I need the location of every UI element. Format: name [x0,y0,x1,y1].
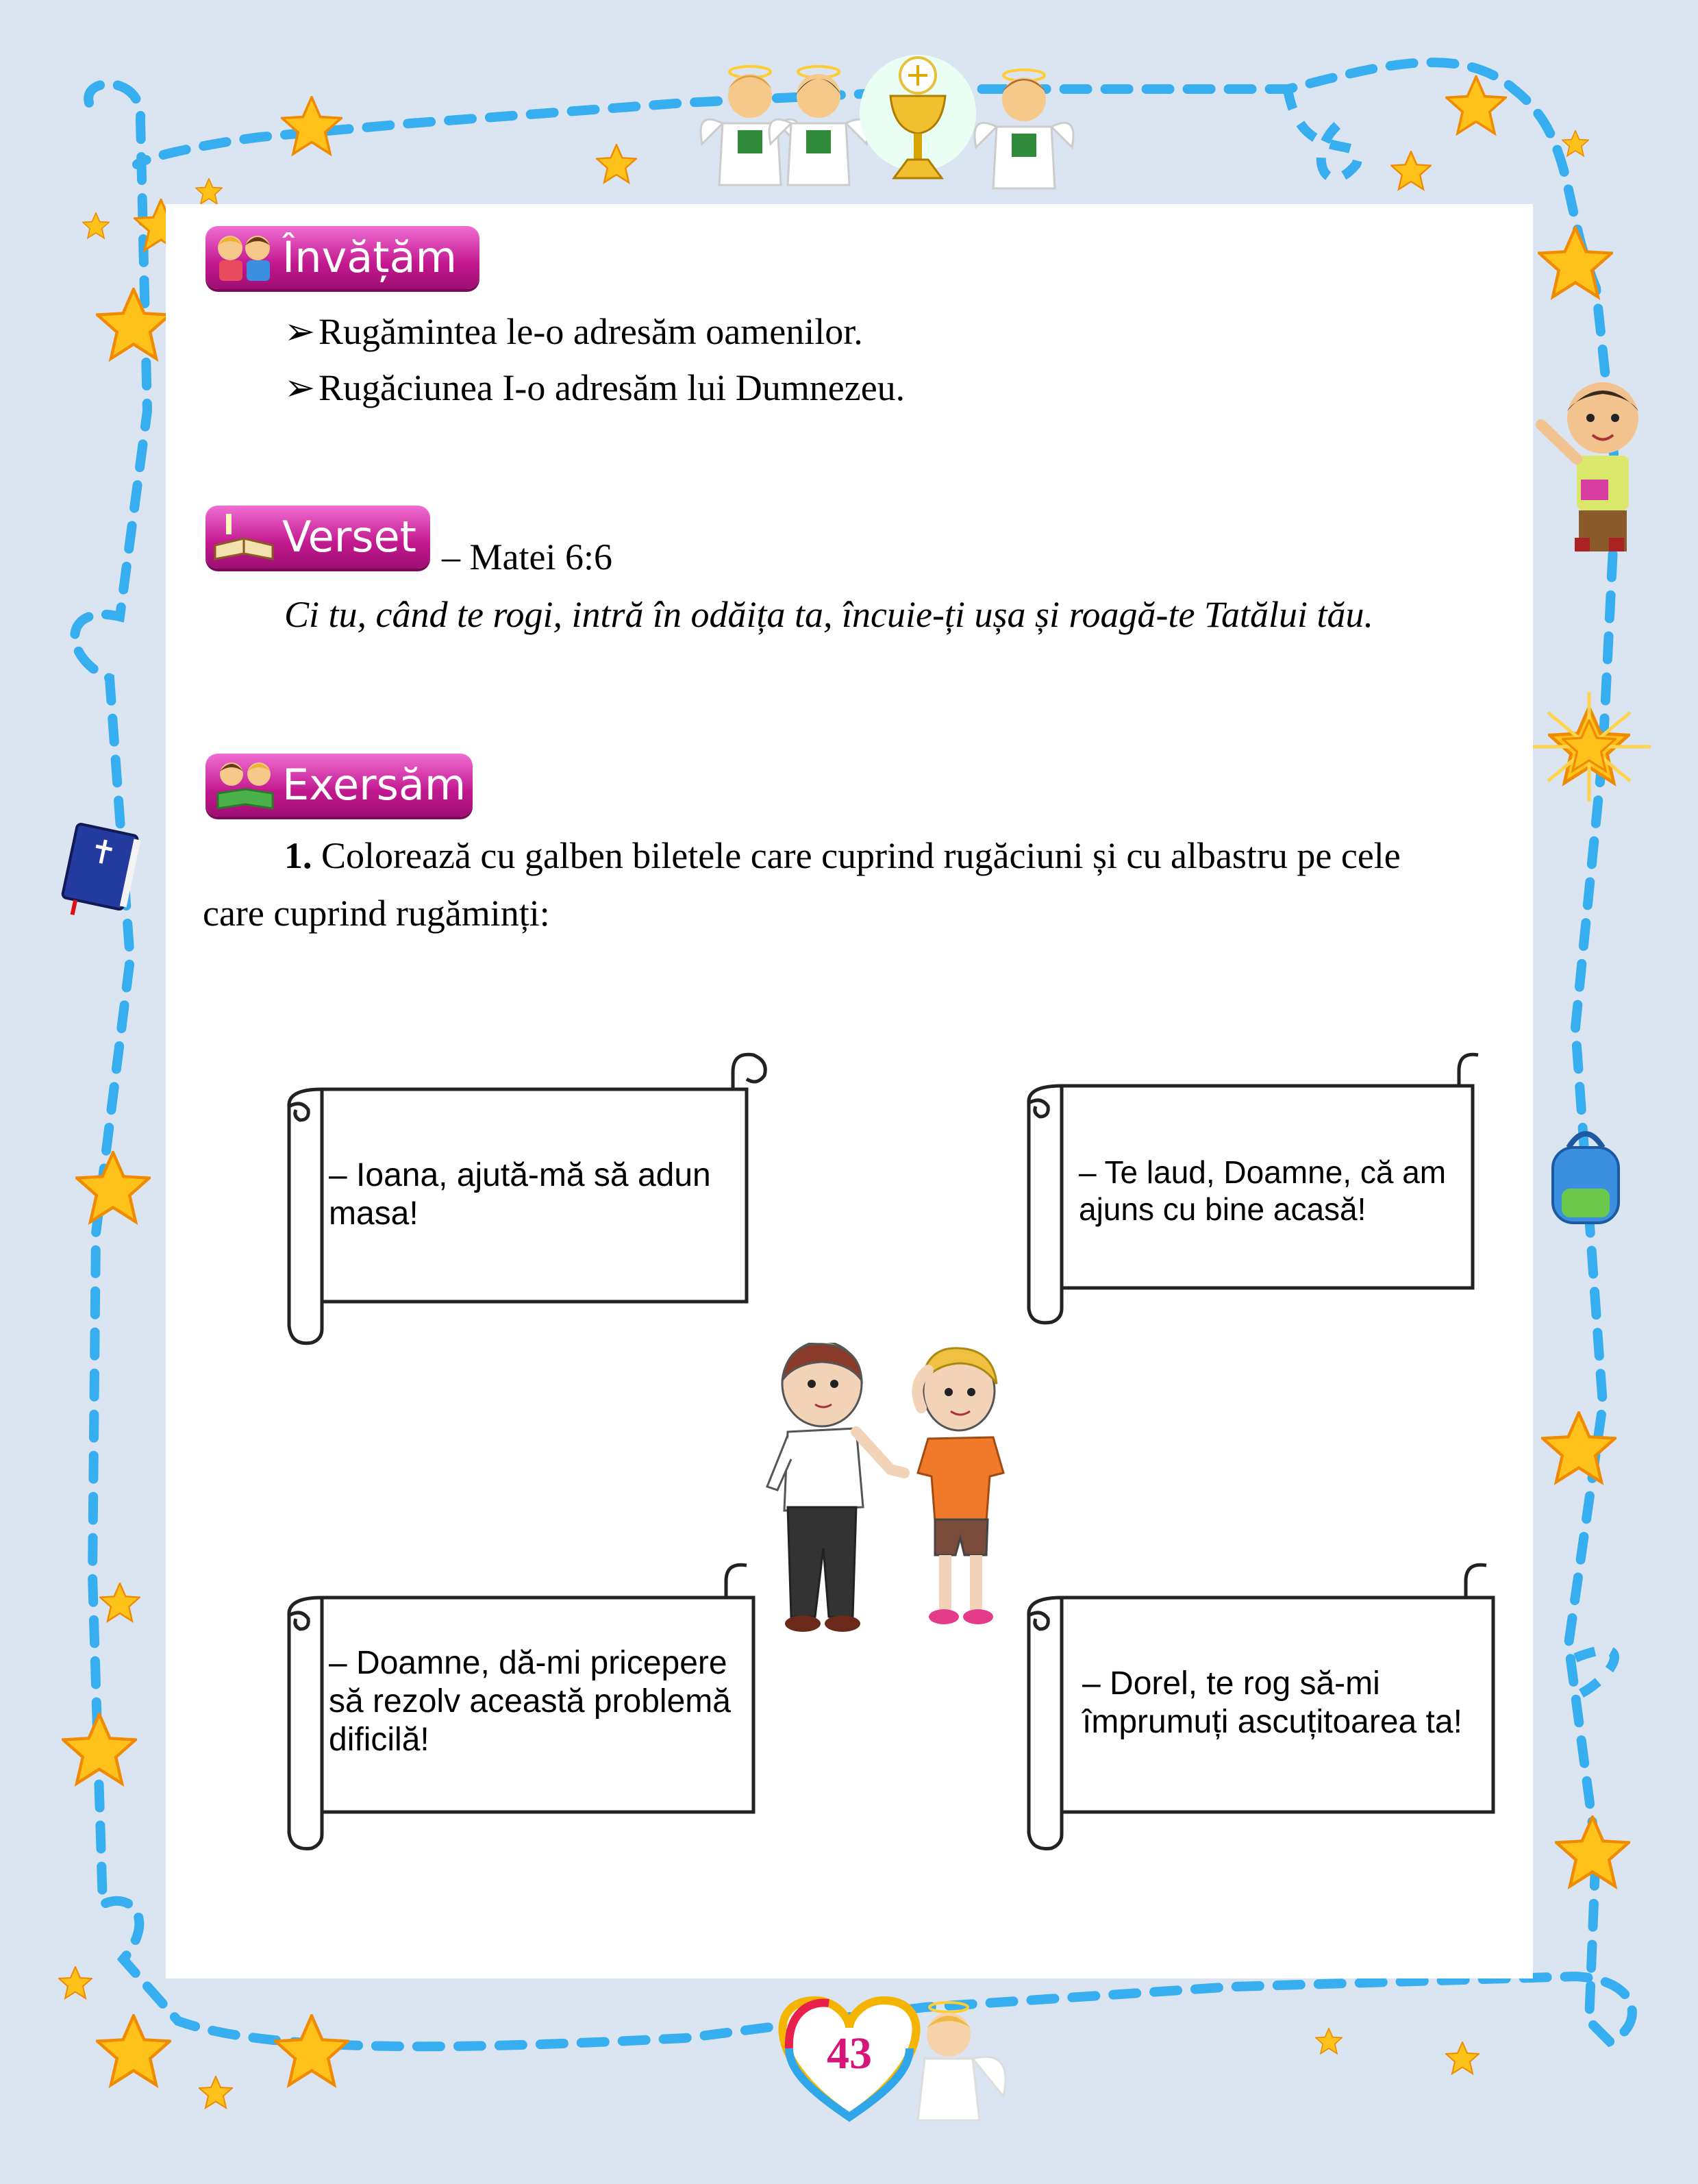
learn-title: Învățăm [282,232,457,282]
learn-bullet-2 [284,366,905,409]
verse-reference: – Matei 6:6 [442,536,612,578]
star-icon [1391,151,1431,189]
arrow-bullet-icon: ➢ [284,311,316,352]
scroll-line: ajuns cu bine acasă! [1079,1191,1366,1227]
scroll-line: – Ioana, ajută-mă să adun [329,1157,711,1193]
star-icon [63,1714,136,1783]
chalice-icon [860,55,976,178]
scroll-line: să rezolv această problemă [329,1683,731,1720]
learn-bullet-1 [284,310,863,353]
bullet-text: Rugăciunea I-o adresăm lui Dumnezeu. [319,367,906,408]
scroll-top-right-text [1079,1154,1446,1228]
verse-text: Ci tu, când te rogi, intră în odăița ta, încuie-ți ușa și roagă-te Tatălui tău. [284,594,1374,635]
two-boys-illustration [747,1343,1034,1644]
scroll-line: masa! [329,1195,419,1232]
bullet-text: Rugămintea le-o adresăm oamenilor. [319,311,863,352]
verse-badge [205,506,430,569]
star-icon [83,213,109,238]
bible-icon [59,823,141,926]
star-icon [1447,77,1506,134]
exercise-text: Colorează cu galben biletele care cuprind rugăciuni și cu albastru pe cele [321,835,1401,876]
open-book-candle-icon [212,511,278,563]
scroll-line: dificilă! [329,1722,429,1758]
star-icon [282,97,341,154]
practice-badge [205,754,473,817]
boy-icon [1541,382,1638,551]
arrow-bullet-icon: ➢ [284,367,316,408]
scroll-line: – Te laud, Doamne, că am [1079,1154,1447,1190]
star-icon [597,145,636,182]
practice-title: Exersăm [282,760,466,810]
star-icon [77,1152,149,1221]
boy-left [767,1343,904,1632]
star-icon [199,2076,232,2108]
star-icon [97,2015,170,2085]
exercise-instruction-line1 [284,834,1497,877]
angel-icon [918,2002,1006,2120]
children-reading-icon [212,759,278,811]
scroll-line: – Doamne, dă-mi pricepere [329,1645,727,1681]
backpack-icon [1553,1134,1619,1223]
scroll-line: – Dorel, te rog să-mi [1082,1665,1380,1702]
star-icon [196,179,222,204]
star-icon [1539,227,1612,297]
learn-badge [205,226,479,289]
star-icon [1446,2042,1479,2074]
children-icon [212,232,278,284]
scroll-bottom-left-text [329,1644,731,1759]
star-icon [275,2015,348,2085]
star-icon [1562,131,1588,156]
star-icon [97,289,170,358]
star-icon [100,1583,140,1621]
scroll-top-left-text [329,1156,711,1233]
sparkle-star-icon [1527,692,1651,802]
page-number: 43 [827,2028,872,2078]
exercise-number: 1. [284,835,312,876]
star-icon [1316,2028,1342,2054]
star-icon [59,1967,92,1998]
exercise-instruction-line2: care cuprind rugăminți: [203,893,550,934]
scroll-bottom-right-text [1082,1665,1462,1741]
scroll-line: împrumuți ascuțitoarea ta! [1082,1704,1462,1740]
angel-icon [769,66,868,185]
verse-title: Verset [282,512,416,562]
boy-right [917,1348,1003,1624]
